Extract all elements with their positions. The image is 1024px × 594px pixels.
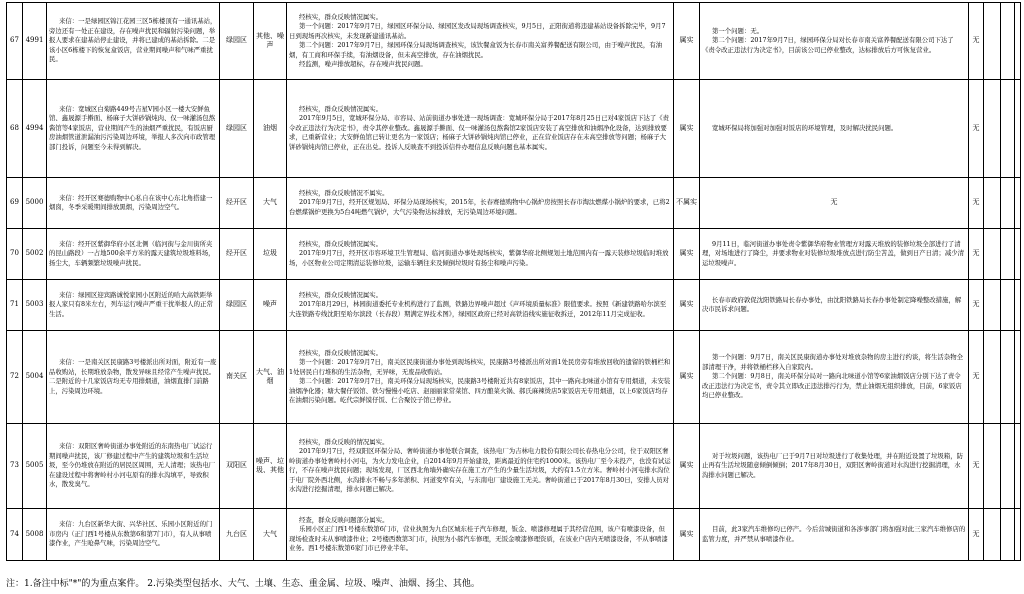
- handling-paragraph: 9月11日，临河街道办事处责令紫御华府物业管理方对露天堆放的装修垃圾全部进行了清理，对场地进行了降尘，并要求物业对装修垃圾堆放点进行防尘苫盖，做到日产日清；减少清运垃圾噪声。: [702, 239, 965, 267]
- verify-paragraph: 经核实，群众反映的情况属实。: [299, 437, 389, 446]
- verify-paragraph: 2017年9月7日，经开区市容环境卫生管理局、临河街道办事处现场核实，紫御华府北侧规划土地范围内有一露天装修垃圾临时堆放场，小区物业公司定期清运装修垃圾，运输车辆往来及倾倒垃圾时有扬尘和噪声污染。: [289, 249, 669, 267]
- district-cell: 经开区: [220, 229, 254, 280]
- table-body: [7, 3, 1021, 561]
- result-cell: 属实: [674, 80, 700, 178]
- empty-cell: [1015, 80, 1021, 178]
- case-id-cell: 4994: [23, 80, 47, 178]
- verification-cell: [287, 178, 674, 229]
- empty-cell: [1001, 424, 1015, 509]
- empty-cell: [984, 229, 1001, 280]
- empty-cell: [1001, 280, 1015, 331]
- handling-paragraph: 第二个问题：9月8日，南关环保分局对一路向北味道小馆等6家油烟饭店分别下达了责令改正违法行为决定书，责令其立即改正违法排污行为，禁止油烟无组织排放，目前，6家饭店均已停业整改。: [702, 372, 962, 400]
- row-number-cell: 73: [7, 424, 23, 509]
- complaint-content-cell: [47, 229, 220, 280]
- verify-paragraph: 第一个问题：2017年9月7日，南关区民康街道办事处到现场核实，民康路3号楼派出所对面1处民房旁有堆放回收的遗留的铁桶栏和1处居民自行堆积的生活杂物，无异味，无废品收购站。: [289, 358, 671, 376]
- pollution-type-cell: 噪声: [254, 280, 287, 331]
- empty-cell: [1001, 331, 1015, 424]
- empty-cell: [984, 80, 1001, 178]
- complaint-content-text: 来信：宽城区白菊路449号吉星V园小区一楼大安鲜鱼馆、鑫晟源手擀面、杨麻子大饼砂锅炖肉、仅一味灌汤包熬酱馆等4家饭店，营业期间产生的油烟严重扰民，有饭店厨房油烟管道泄漏油污污染周边环境，举报人多次向市政管理部门投诉，问题至今未得到解决。: [49, 104, 216, 151]
- verify-paragraph: 经核实，群众反映情况属实。: [299, 12, 383, 21]
- pollution-type-cell: 油烟: [254, 80, 287, 178]
- empty-cell: [1015, 229, 1021, 280]
- handling-paragraph: 第一个问题：9月7日，南关区民康街道办事处对堆放杂物的房主进行约谈，将生活杂物全部清理干净，并将铁桶栏移入自家院内。: [702, 353, 963, 371]
- verify-paragraph: 经核实，群众反映情况属实。: [299, 290, 383, 299]
- empty-cell: [984, 3, 1001, 80]
- result-cell: 属实: [674, 331, 700, 424]
- verification-cell: [287, 331, 674, 424]
- handling-cell: [700, 229, 969, 280]
- district-cell: 绿园区: [220, 80, 254, 178]
- verify-paragraph: 第二个问题：2017年9月7日，绿园环保分局现场调查核实，该饮餐盒饭为长春市南关富养餐配送有限公司，由于噪声扰民，有油烟，有工商和环保手续，有油烟设备，但未高空排放，存在油烟扰民。: [289, 41, 663, 59]
- row-number-cell: 71: [7, 280, 23, 331]
- handling-paragraph: 第二个问题：2017年9月7日，绿园环保分局对长春市南关富养餐配送有限公司下达了《责令改正违法行为决定书》，目前该公司已停业整改，达标排放后方可恢复营业。: [702, 36, 954, 54]
- row-number-cell: 69: [7, 178, 23, 229]
- complaint-table: [6, 2, 1021, 561]
- verify-paragraph: 2017年8月29日，林园街道委托专业机构进行了监测，铁路边界噪声超过《声环境质量标准》限值要求。按照《新建铁路哈尔滨至大连铁路专线沈阳至哈尔滨段（长春段）期满定界技术图》，绿园区政府已经对高铁沿线实施征收拆迁，2012年11月完成征收。: [289, 300, 667, 318]
- row-number-cell: 74: [7, 509, 23, 561]
- empty-cell: [1015, 178, 1021, 229]
- handling-cell: 无: [700, 178, 969, 229]
- complaint-content-text: 来信：绿园区迎宾路诚悦家园小区附近的哈大高铁距举报人家只有8米左右，列车运行噪声严重干扰举报人的正常生活。: [49, 290, 213, 318]
- empty-cell: [984, 331, 1001, 424]
- verification-cell: [287, 509, 674, 561]
- verify-paragraph: 2017年9月5日，宽城环保分局、市容局、站前街道办事处进一现场调查：宽城环保分局于2017年8月25日已对4家饭店下达了《责令改正违法行为决定书》，责令其停业整改。鑫晟源手擀面、仅一味灌汤包熬酱馆2家饭店安装了高空排放和油烟净化设备，达到排放要求，已重新营业；大安鲜鱼馆已转让更名为一家饭店；杨麻子大饼砂锅炖肉馆已停业，正在营业饭店存在未高空排放等问题；杨麻子大饼砂锅炖肉馆已停业，正在出兑。投诉人反映查不到投诉信件办理信息反映问题也基本属实。: [289, 114, 670, 151]
- result-cell: 不属实: [674, 178, 700, 229]
- handling-paragraph: 长春市政府敦促沈阳铁路局长春办事处，由沈阳铁路局长春办事处制定降噪整改措施，解决市民诉求问题。: [702, 295, 962, 313]
- district-cell: 双阳区: [220, 424, 254, 509]
- empty-cell: [1001, 509, 1015, 561]
- accountability-cell: 无: [969, 178, 984, 229]
- complaint-content-cell: [47, 331, 220, 424]
- verification-cell: [287, 424, 674, 509]
- accountability-cell: 无: [969, 3, 984, 80]
- empty-cell: [1001, 3, 1015, 80]
- pollution-type-cell: 大气: [254, 509, 287, 561]
- table-row: [7, 229, 1021, 280]
- empty-cell: [1001, 80, 1015, 178]
- empty-cell: [984, 280, 1001, 331]
- complaint-content-text: 来信：一是南关区民康路3号楼派出所对面，附近有一废品收购站，长期堆放杂物，散发异味且经常产生噪声扰民。二是附近的十几家饭店均无专用排烟道，油烟直排门前路上，污染周边环境。: [49, 358, 217, 395]
- verify-paragraph: 经核实，群众反映情况不属实。: [299, 188, 389, 197]
- complaint-content-text: 来信：双阳区奢岭街道办事处附近的东南热电厂试运行期间噪声扰民，该厂修建过程中产生的建筑垃圾和生活垃圾，至今仍堆放在附近的居民区周围，无人清理；该热电厂在建设过程中将奢岭村小河屯原有的排水沟填平，导致积水，散发臭气。: [49, 442, 216, 489]
- result-cell: 属实: [674, 424, 700, 509]
- handling-cell: [700, 331, 969, 424]
- complaint-content-text: 来信：经开区紫御华府小区北侧（临河街与金川街所夹的昆山路段）一占地500余平方米的露天建筑垃圾堆料场，扬尘大，车辆频繁垃圾噪声扰民。: [49, 239, 215, 267]
- complaint-content-cell: [47, 80, 220, 178]
- accountability-cell: 无: [969, 229, 984, 280]
- empty-cell: [1015, 331, 1021, 424]
- empty-cell: [1015, 509, 1021, 561]
- district-cell: 经开区: [220, 178, 254, 229]
- complaint-content-text: 来信：九台区新华大街、兴华社区、乐园小区附近的门市房内（正门西1号楼从东数第6和第7门市），有人从事喷漆作业，产生呛鼻气味，污染周边空气。: [49, 520, 213, 548]
- verify-paragraph: 经核实，群众反映情况属实。: [299, 104, 383, 113]
- table-row: [7, 280, 1021, 331]
- case-id-cell: 5004: [23, 331, 47, 424]
- table-row: [7, 80, 1021, 178]
- handling-cell: [700, 80, 969, 178]
- handling-paragraph: 目前，此3家汽车维修均已停产。今后营城街道和各涉事部门将加强对此三家汽车维修店的监管力度，并严禁从事喷漆作业。: [702, 525, 966, 543]
- district-cell: 九台区: [220, 509, 254, 561]
- result-cell: 属实: [674, 229, 700, 280]
- complaint-content-cell: [47, 3, 220, 80]
- complaint-content-cell: [47, 424, 220, 509]
- verify-paragraph: 经监测，噪声排放超标，存在噪声扰民问题。: [299, 60, 427, 68]
- district-cell: 绿园区: [220, 3, 254, 80]
- row-number-cell: 72: [7, 331, 23, 424]
- row-number-cell: 68: [7, 80, 23, 178]
- row-number-cell: 70: [7, 229, 23, 280]
- result-cell: 属实: [674, 280, 700, 331]
- empty-cell: [984, 424, 1001, 509]
- empty-cell: [1015, 280, 1021, 331]
- case-id-cell: 4991: [23, 3, 47, 80]
- pollution-type-cell: 噪声、垃圾、其他: [254, 424, 287, 509]
- verification-cell: [287, 3, 674, 80]
- empty-cell: [1001, 229, 1015, 280]
- table-row: [7, 424, 1021, 509]
- complaint-content-text: 来信：经开区赛德购物中心私自在该中心东北角搭建一烟囱，冬季采暖期间排放黑烟，污染周边空气。: [49, 193, 213, 211]
- empty-cell: [984, 509, 1001, 561]
- empty-cell: [984, 178, 1001, 229]
- table-row: [7, 178, 1021, 229]
- complaint-content-cell: [47, 280, 220, 331]
- case-id-cell: 5000: [23, 178, 47, 229]
- district-cell: 绿园区: [220, 280, 254, 331]
- complaint-content-cell: [47, 178, 220, 229]
- verify-paragraph: 2017年9月7日，经开区规划局、环保分局现场核实，2015年，长春赛德购物中心锅炉房按照长春市淘汰燃煤小锅炉的要求，已将2台燃煤锅炉更换为5台4吨燃气锅炉，大气污染物达标排放，无污染周边环境问题。: [289, 198, 670, 216]
- complaint-content-cell: [47, 509, 220, 561]
- empty-cell: [1015, 424, 1021, 509]
- pollution-type-cell: 垃圾: [254, 229, 287, 280]
- accountability-cell: 无: [969, 331, 984, 424]
- table-row: [7, 509, 1021, 561]
- case-id-cell: 5005: [23, 424, 47, 509]
- table-row: [7, 3, 1021, 80]
- pollution-type-cell: 大气、油烟: [254, 331, 287, 424]
- handling-cell: [700, 424, 969, 509]
- case-id-cell: 5008: [23, 509, 47, 561]
- handling-paragraph: 宽城环保局将加强对加强对饭店的环境管理，及时解决扰民问题。: [712, 123, 898, 132]
- row-number-cell: 67: [7, 3, 23, 80]
- complaint-content-text: 来信：一是绿园区锦江花园三区5栋楼顶有一通讯基站，旁边还有一处正在建设，存在噪声扰民和辐射污染问题，举报人要求在建基站停止建设，并将已建成的基站拆除。二是该小区6栋楼下的恢复盒饭店，营业期间噪声和气味严重扰民。: [49, 17, 217, 64]
- result-cell: 属实: [674, 509, 700, 561]
- empty-cell: [1001, 178, 1015, 229]
- accountability-cell: 无: [969, 80, 984, 178]
- footnote: 注：1.备注中标"*"的为重点案件。 2.污染类型包括水、大气、土壤、生态、重金属、垃圾、噪声、油烟、扬尘、其他。: [6, 579, 480, 589]
- district-cell: 南关区: [220, 331, 254, 424]
- handling-cell: [700, 3, 969, 80]
- verification-cell: [287, 280, 674, 331]
- case-id-cell: 5003: [23, 280, 47, 331]
- accountability-cell: 无: [969, 280, 984, 331]
- verify-paragraph: 2017年9月7日，经双阳区环保分局、奢岭街道办事处联合调查，该热电厂为吉林电力股份有限公司长春热电分公司，位于双阳区奢岭街道办事处奢岭村小河屯，为火力发电企业，自2014年9月开始建设，距离最近的住宅约1000米。该热电厂至今未投产，也没有试运行，不存在噪声扰民问题；现场发现，厂区西北角墙外确实存在施工方产生的少量生活垃圾，大约有1.5立方米。奢岭村小河屯排水沟位于电厂院外西北侧，水沟排水不畅与多年淤积、河道变窄有关，与东南电厂建设施工无关。奢岭街道已于2017年8月30日，安排人员对水沟进行挖掘清理，排水问题已解决。: [289, 447, 671, 493]
- accountability-cell: 无: [969, 424, 984, 509]
- verify-paragraph: 乐园小区正门西1号楼东数第6门市，营业执照为九台区城东桂子汽车修理，钣金、喷漆修理属于其经营范围，该户有喷漆设备，但现场检查时未从事喷漆作业；2号楼西数第3门市，执照为小郝汽车修理，无饭金喷漆修理资质，在该业户店内无喷漆设备，不从事喷漆业务。西1号楼东数第6家门市已停业半年。: [289, 525, 668, 552]
- handling-cell: [700, 509, 969, 561]
- verification-cell: [287, 80, 674, 178]
- verify-paragraph: 第一个问题：2017年9月7日，绿园区环保分局、绿园区发改局现场调查核实，9月5日，正阳街道将违建基站设备拆除完毕，9月7日到现场再次核实，未发现新建通讯基站。: [289, 22, 666, 40]
- handling-paragraph: 对于垃圾问题，该热电厂已于9月7日对垃圾进行了收集处理，并在附近设置了垃圾箱，防止再有生活垃圾随意倾倒倾倒；2017年8月30日，双阳区奢岭街道对水沟进行挖掘清理，水沟排水问题已解决。: [702, 451, 963, 479]
- verify-paragraph: 经查，群众反映问题部分属实。: [299, 515, 389, 524]
- verify-paragraph: 第二个问题：2017年9月7日，南关环保分局现场核实，民康路3号楼附近共有8家饭店，其中一路向北味道小馆有专用烟道，未安装油烟净化器；塘大餐仔饭馆、铁匀慢慢小吃店、赵丽丽家常菜馆、四方酿菜火锅、郝氏麻辣烫店5家饭店无专用烟道，以上6家饭店均存在油烟污染问题。屹代宗鲜馍仔饭、仁合聚饺子馆已停业。: [289, 377, 671, 404]
- result-cell: 属实: [674, 3, 700, 80]
- handling-paragraph: 第一个问题：无。: [712, 26, 764, 35]
- case-id-cell: 5002: [23, 229, 47, 280]
- pollution-type-cell: 其他、噪声: [254, 3, 287, 80]
- table-row: [7, 331, 1021, 424]
- accountability-cell: 无: [969, 509, 984, 561]
- verify-paragraph: 经核实，群众反映情况属实。: [299, 239, 383, 248]
- empty-cell: [1015, 3, 1021, 80]
- handling-cell: [700, 280, 969, 331]
- verify-paragraph: 经核实，群众反映情况属实。: [299, 348, 383, 357]
- pollution-type-cell: 大气: [254, 178, 287, 229]
- verification-cell: [287, 229, 674, 280]
